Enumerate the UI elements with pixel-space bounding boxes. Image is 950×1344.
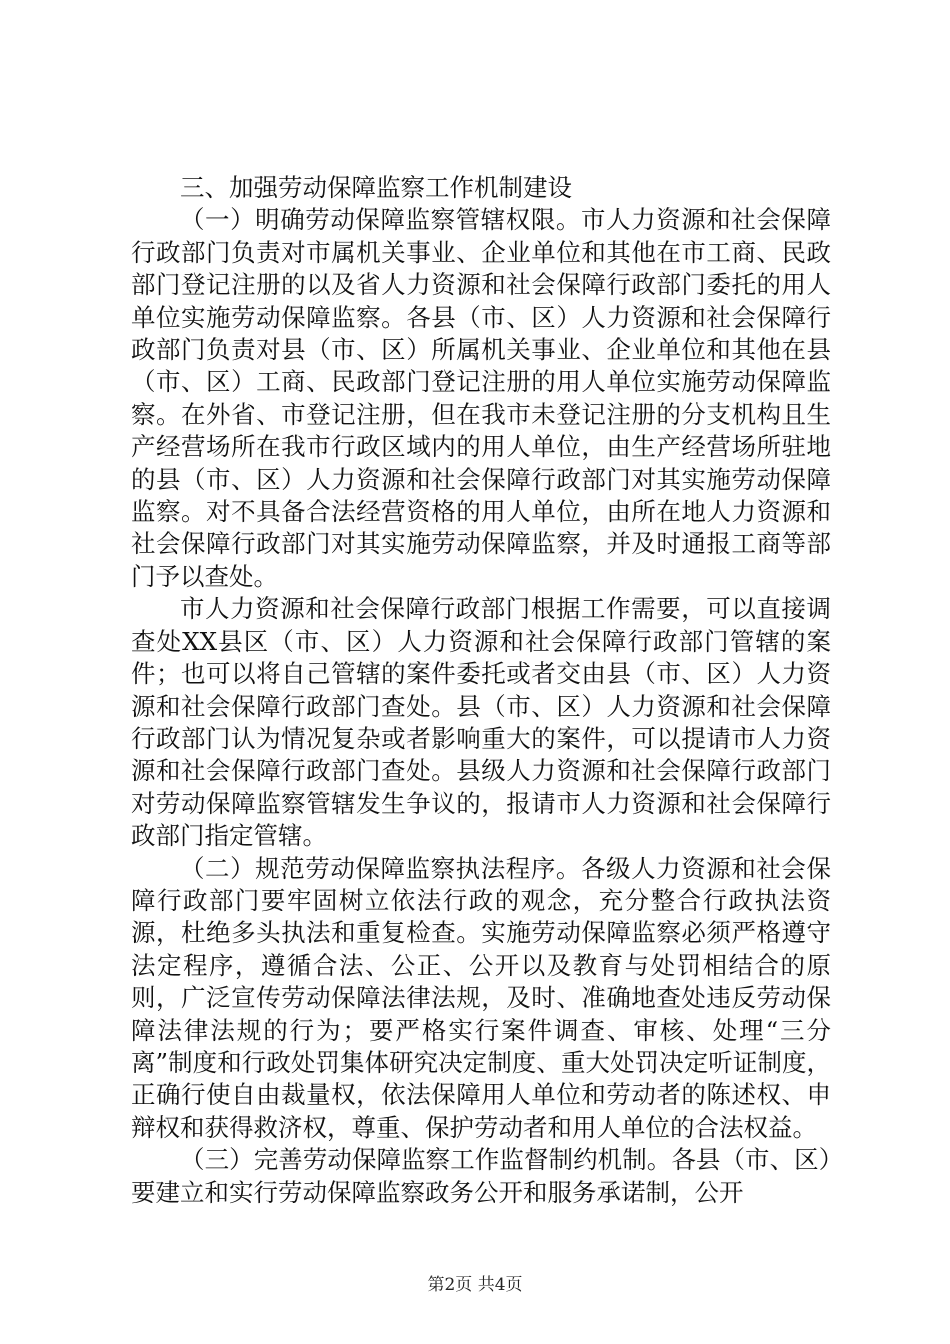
- paragraph-procedure: （二）规范劳动保障监察执法程序。各级人力资源和社会保障行政部门要牢固树立依法行政的观念，充分整合行政执法资源，杜绝多头执法和重复检查。实施劳动保障监察必须严格遵守法定程序，遵循合法、公正、公开以及教育与处罚相结合的原则，广泛宣传劳动保障法律法规，及时、准确地查处违反劳动保障法律法规的行为；要严格实行案件调查、审核、处理“三分离”制度和行政处罚集体研究决定制度、重大处罚决定听证制度，正确行使自由裁量权，依法保障用人单位和劳动者的陈述权、申辩权和获得救济权，尊重、保护劳动者和用人单位的合法权益。: [131, 853, 831, 1142]
- page-number-footer: 第2页 共4页: [427, 1275, 523, 1295]
- paragraph-city-authority: 市人力资源和社会保障行政部门根据工作需要，可以直接调查处XX县区（市、区）人力资源和社会保障行政部门管辖的案件；也可以将自己管辖的案件委托或者交由县（市、区）人力资源和社会保障行政部门查处。县（市、区）人力资源和社会保障行政部门认为情况复杂或者影响重大的案件，可以提请市人力资源和社会保障行政部门查处。县级人力资源和社会保障行政部门对劳动保障监察管辖发生争议的，报请市人力资源和社会保障行政部门指定管辖。: [131, 594, 831, 851]
- paragraph-jurisdiction: （一）明确劳动保障监察管辖权限。市人力资源和社会保障行政部门负责对市属机关事业、企业单位和其他在市工商、民政部门登记注册的以及省人力资源和社会保障行政部门委托的用人单位实施劳动保障监察。各县（市、区）人力资源和社会保障行政部门负责对县（市、区）所属机关事业、企业单位和其他在县（市、区）工商、民政部门登记注册的用人单位实施劳动保障监察。在外省、市登记注册，但在我市未登记注册的分支机构且生产经营场所在我市行政区域内的用人单位，由生产经营场所驻地的县（市、区）人力资源和社会保障行政部门对其实施劳动保障监察。对不具备合法经营资格的用人单位，由所在地人力资源和社会保障行政部门对其实施劳动保障监察，并及时通报工商等部门予以查处。: [131, 205, 831, 591]
- paragraph-supervision: （三）完善劳动保障监察工作监督制约机制。各县（市、区）要建立和实行劳动保障监察政务公开和服务承诺制，公开: [131, 1145, 831, 1207]
- section-heading: 三、加强劳动保障监察工作机制建设: [180, 173, 572, 202]
- document-body: [131, 172, 831, 1209]
